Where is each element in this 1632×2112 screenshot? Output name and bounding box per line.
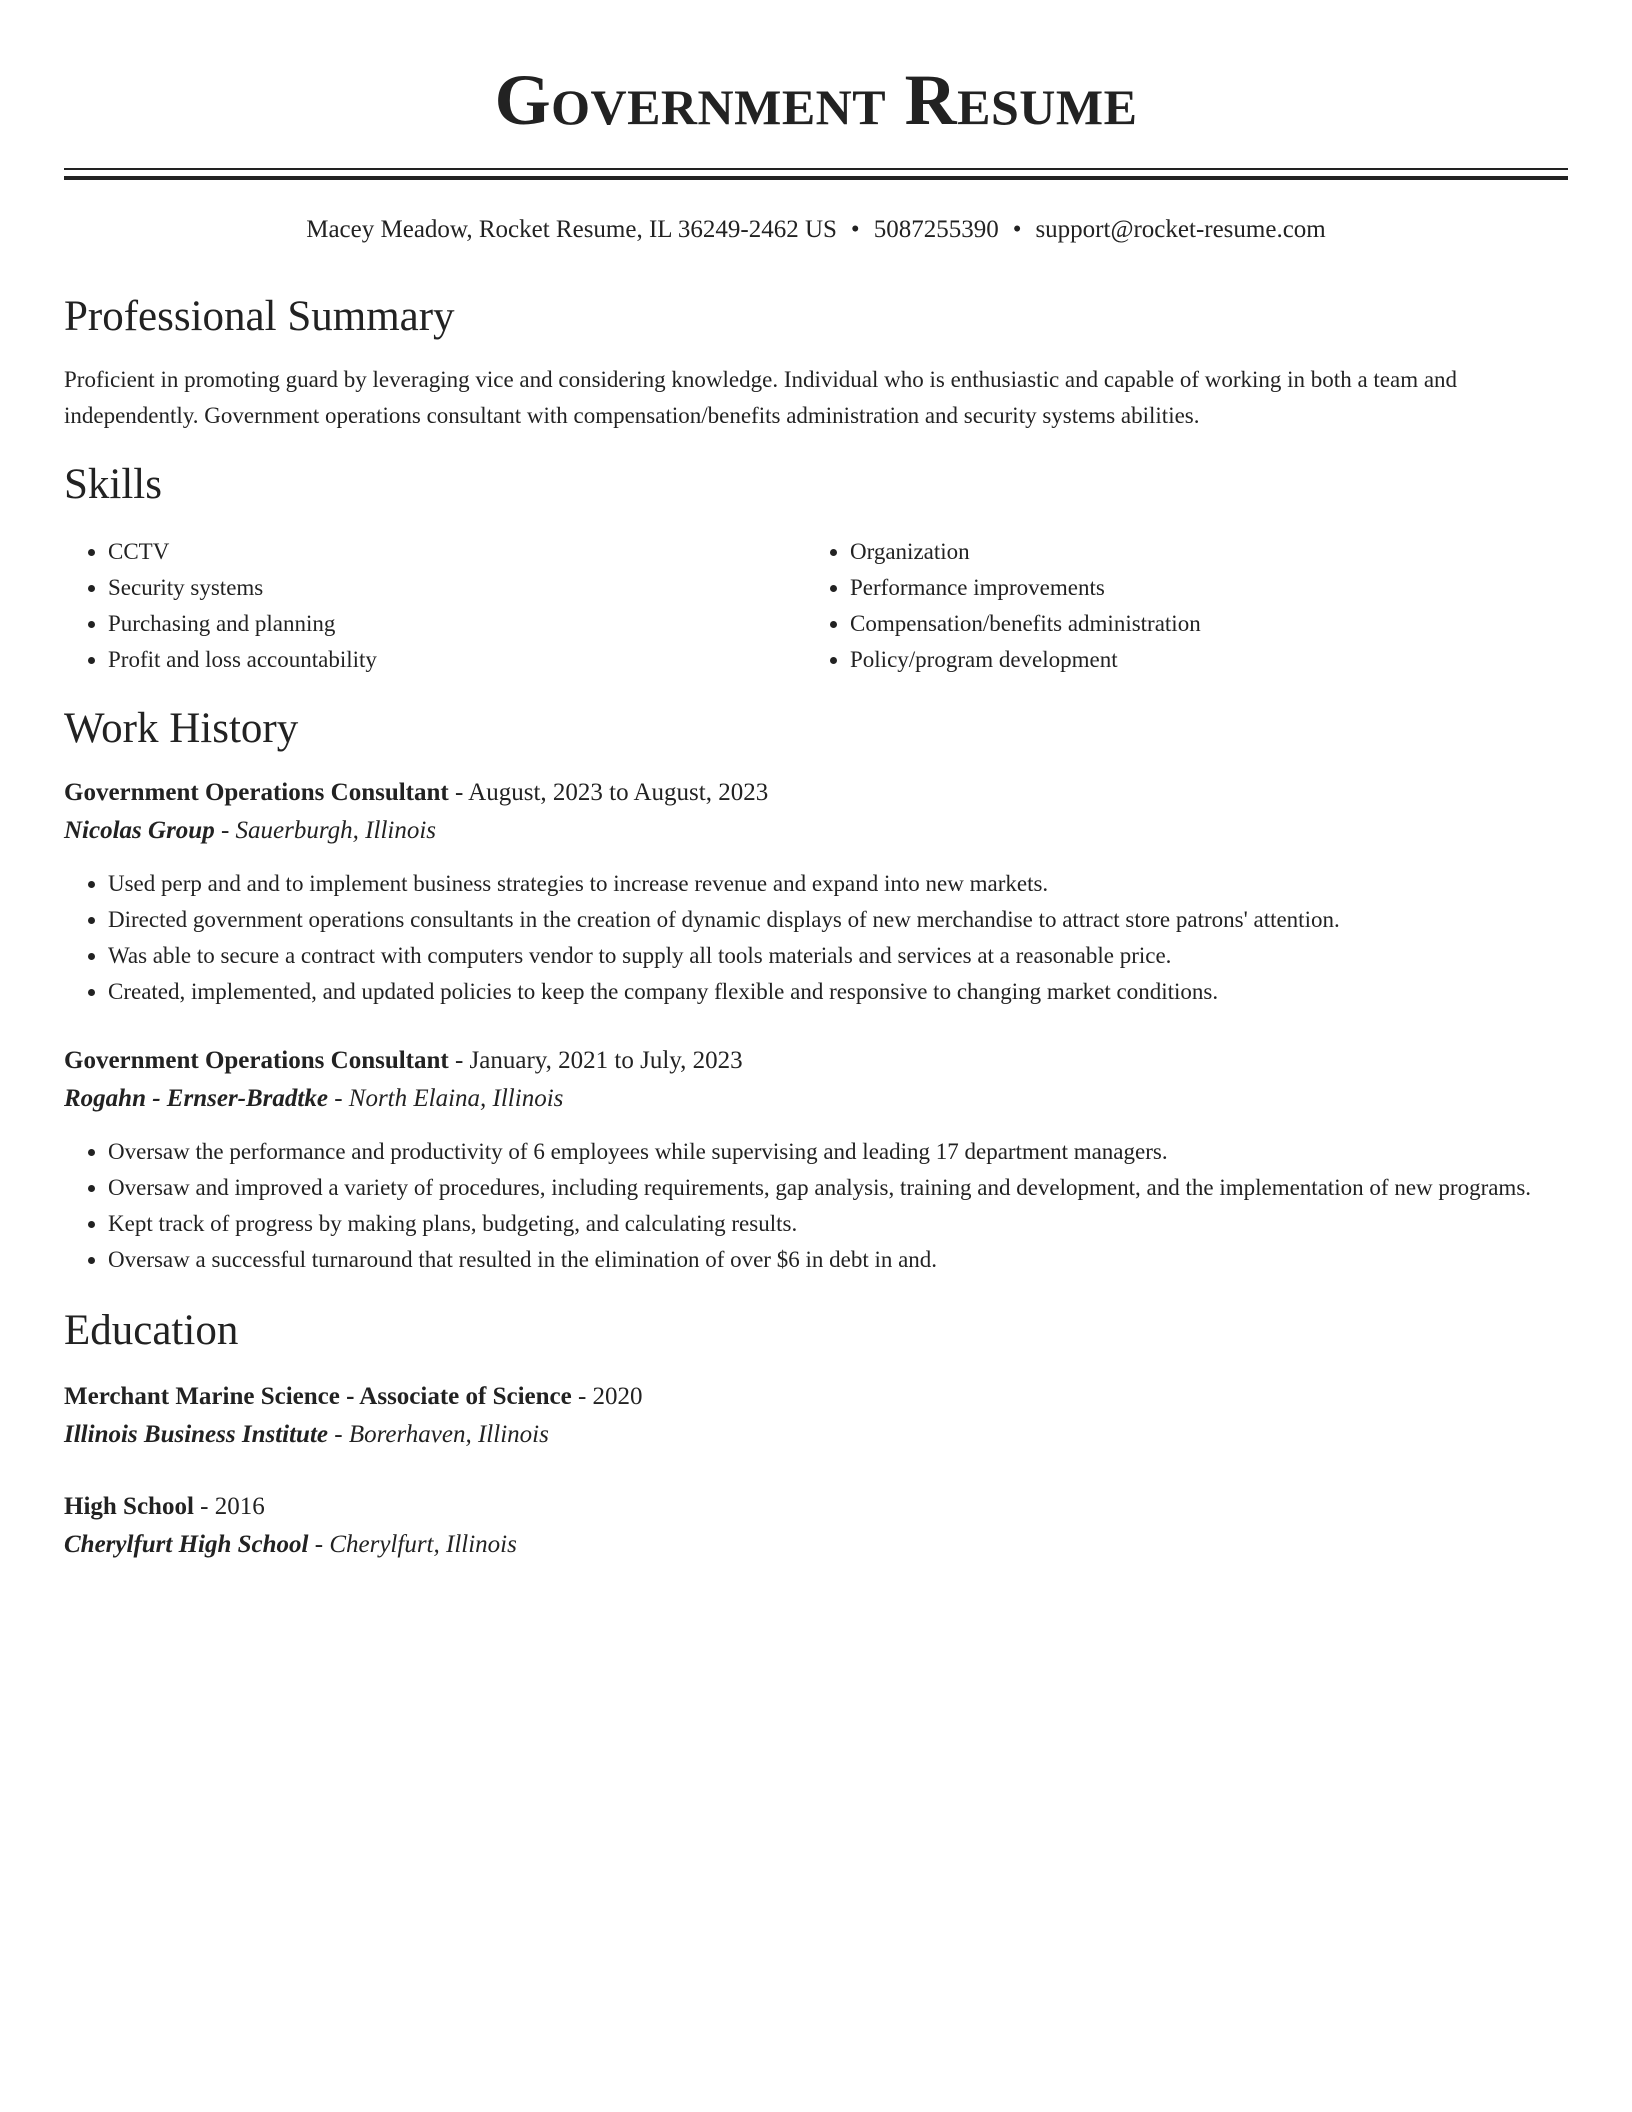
skill-item: • Compensation/benefits administration <box>850 606 1548 642</box>
job-bullet: • Was able to secure a contract with computers vendor to supply all tools materials and services at a reasonable price. <box>108 938 1568 974</box>
job-org-line <box>64 812 1568 850</box>
skill-item: • Performance improvements <box>850 570 1548 606</box>
job-location: - Sauerburgh, Illinois <box>214 817 437 844</box>
job-org-line <box>64 1080 1568 1118</box>
skills-list-right <box>806 534 1548 678</box>
skill-item: • Security systems <box>108 570 806 606</box>
contact-email: support@rocket-resume.com <box>1035 216 1326 243</box>
job-title: Government Operations Consultant <box>64 779 449 806</box>
contact-separator: • <box>850 216 860 243</box>
summary-text: Proficient in promoting guard by leveraging vice and considering knowledge. Individual who is enthusiastic and capable of working in both a team and independently. Government operations consultant with compensation/benefits administration and security systems abilities. <box>64 367 1458 428</box>
degree-line <box>64 1378 1568 1416</box>
education-heading: Education <box>64 1307 239 1354</box>
contact-address: Macey Meadow, Rocket Resume, IL 36249-2462 US <box>306 216 837 243</box>
job-location: - North Elaina, Illinois <box>327 1085 564 1112</box>
work-history-heading: Work History <box>64 705 299 752</box>
contact-phone: 5087255390 <box>873 216 999 243</box>
degree: High School <box>64 1493 194 1520</box>
contact-line <box>64 214 1568 246</box>
skill-item: • Organization <box>850 534 1548 570</box>
job-bullets <box>64 866 1568 1010</box>
job-bullet: • Oversaw and improved a variety of procedures, including requirements, gap analysis, training and development, and the implementation of new programs. <box>108 1170 1568 1206</box>
skill-item: • CCTV <box>108 534 806 570</box>
degree-year: - 2016 <box>193 1493 265 1520</box>
skill-item: • Purchasing and planning <box>108 606 806 642</box>
school-name: Illinois Business Institute <box>64 1421 329 1448</box>
resume-page <box>64 0 1568 1564</box>
degree-line <box>64 1488 1568 1526</box>
job-bullets <box>64 1134 1568 1278</box>
skills-columns <box>64 534 1568 678</box>
summary-heading: Professional Summary <box>64 293 455 340</box>
page-title: Government Resume <box>494 60 1138 140</box>
job-company: Nicolas Group <box>64 817 215 844</box>
job-bullet: • Directed government operations consultants in the creation of dynamic displays of new merchandise to attract store patrons' attention. <box>108 902 1568 938</box>
skill-item: • Policy/program development <box>850 642 1548 678</box>
school-location: - Borerhaven, Illinois <box>328 1421 549 1448</box>
job-bullet: • Oversaw the performance and productivity of 6 employees while supervising and leading 17 department managers. <box>108 1134 1568 1170</box>
job-dates: - August, 2023 to August, 2023 <box>448 779 769 806</box>
header-rule-thick <box>64 176 1568 180</box>
job-entry <box>64 774 1568 1010</box>
job-bullet: • Oversaw a successful turnaround that resulted in the elimination of over $6 in debt in and. <box>108 1242 1568 1278</box>
contact-separator: • <box>1012 216 1022 243</box>
job-bullet: • Used perp and and to implement business strategies to increase revenue and expand into new markets. <box>108 866 1568 902</box>
job-title: Government Operations Consultant <box>64 1047 449 1074</box>
skills-heading: Skills <box>64 461 162 508</box>
school-line <box>64 1416 1568 1454</box>
degree: Merchant Marine Science - Associate of Science <box>64 1383 572 1410</box>
school-location: - Cherylfurt, Illinois <box>308 1531 517 1558</box>
job-title-line <box>64 774 1568 812</box>
header-rule-thin <box>64 168 1568 170</box>
school-name: Cherylfurt High School <box>64 1531 309 1558</box>
job-dates: - January, 2021 to July, 2023 <box>448 1047 743 1074</box>
school-line <box>64 1526 1568 1564</box>
skill-item: • Profit and loss accountability <box>108 642 806 678</box>
education-entry <box>64 1488 1568 1564</box>
skills-list-left <box>64 534 806 678</box>
degree-year: - 2020 <box>571 1383 643 1410</box>
job-bullet: • Kept track of progress by making plans, budgeting, and calculating results. <box>108 1206 1568 1242</box>
job-title-line <box>64 1042 1568 1080</box>
job-company: Rogahn - Ernser-Bradtke <box>64 1085 328 1112</box>
job-entry <box>64 1042 1568 1278</box>
job-bullet: • Created, implemented, and updated policies to keep the company flexible and responsive to changing market conditions. <box>108 974 1568 1010</box>
education-entry <box>64 1378 1568 1454</box>
